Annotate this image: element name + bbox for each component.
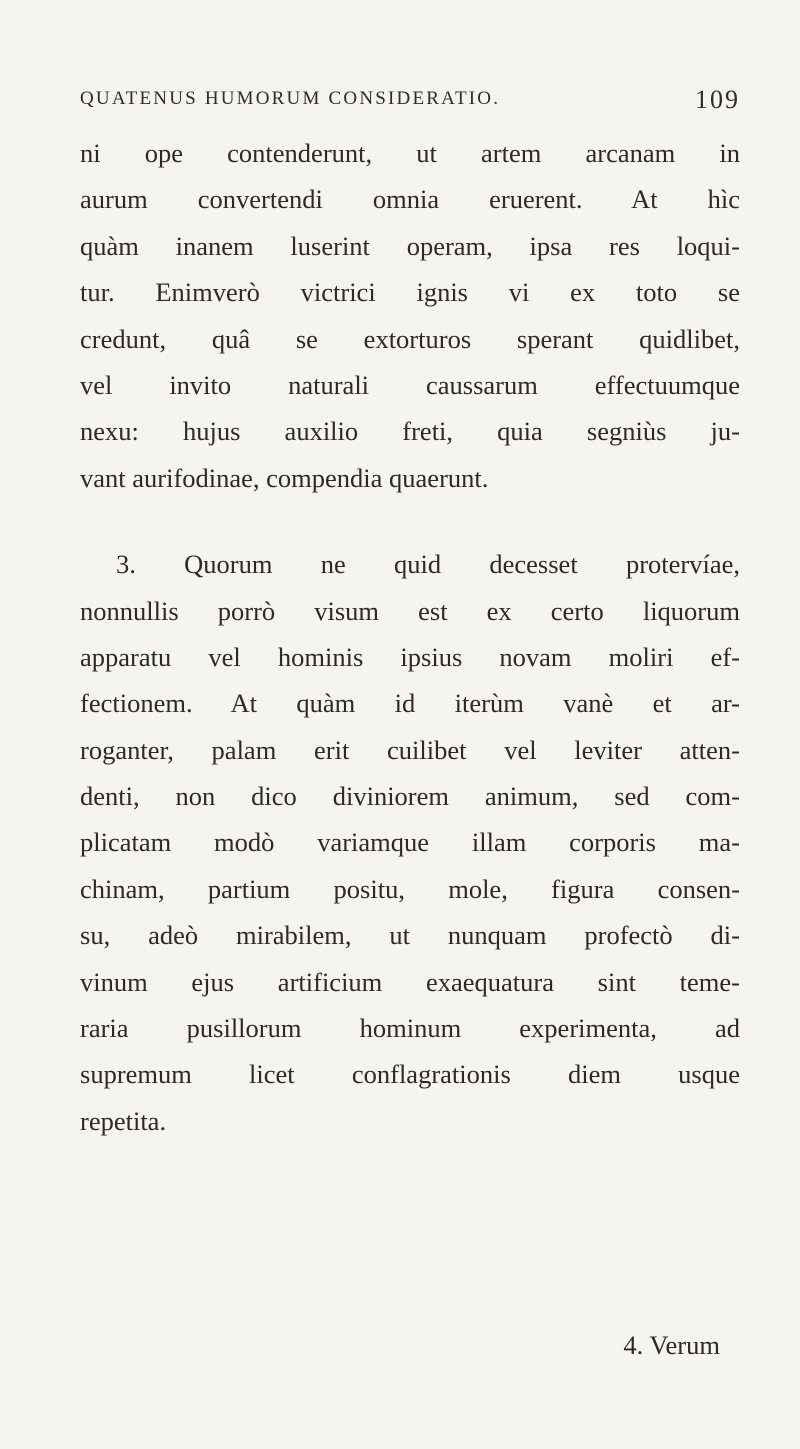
text-line: su, adeò mirabilem, ut nunquam profectò di-	[80, 920, 740, 951]
text-line: aurum convertendi omnia eruerent. At hìc	[80, 184, 740, 215]
text-line: supremum licet conflagrationis diem usque	[80, 1059, 740, 1090]
text-line: tur. Enimverò victrici ignis vi ex toto se	[80, 277, 740, 308]
text-line: quàm inanem luserint operam, ipsa res loqui-	[80, 230, 740, 261]
text-line: apparatu vel hominis ipsius novam moliri ef-	[80, 641, 740, 672]
text-line: raria pusillorum hominum experimenta, ad	[80, 1013, 740, 1044]
text-line: vant aurifodinae, compendia quaerunt.	[80, 462, 489, 493]
page-number: 109	[695, 85, 740, 114]
running-head	[80, 85, 740, 118]
text-line: roganter, palam erit cuilibet vel leviter atten-	[80, 734, 740, 765]
text-line: chinam, partium positu, mole, figura consen-	[80, 873, 740, 904]
text-line: ni ope contenderunt, ut artem arcanam in	[80, 138, 740, 168]
text-line: plicatam modò variamque illam corporis ma-	[80, 827, 740, 858]
text-line: 3. Quorum ne quid decesset protervíae,	[116, 549, 740, 580]
text-line: nexu: hujus auxilio freti, quia segniùs ju-	[80, 416, 740, 447]
running-title: QUATENUS HUMORUM CONSIDERATIO.	[80, 88, 501, 109]
text-line: repetita.	[80, 1105, 167, 1136]
body-text	[80, 130, 740, 1144]
text-line: fectionem. At quàm id iterùm vanè et ar-	[80, 688, 740, 719]
text-line: denti, non dico diviniorem animum, sed com-	[80, 781, 740, 812]
paragraph-1	[80, 130, 740, 501]
paragraph-2	[80, 541, 740, 1144]
text-line: vel invito naturali caussarum effectuumque	[80, 369, 740, 400]
text-line: credunt, quâ se extorturos sperant quidlibet,	[80, 323, 740, 354]
text-line: nonnullis porrò visum est ex certo liquorum	[80, 595, 740, 626]
paragraph-gap	[80, 501, 740, 541]
text-line: vinum ejus artificium exaequatura sint teme-	[80, 966, 740, 997]
catchword: 4. Verum	[623, 1330, 720, 1360]
